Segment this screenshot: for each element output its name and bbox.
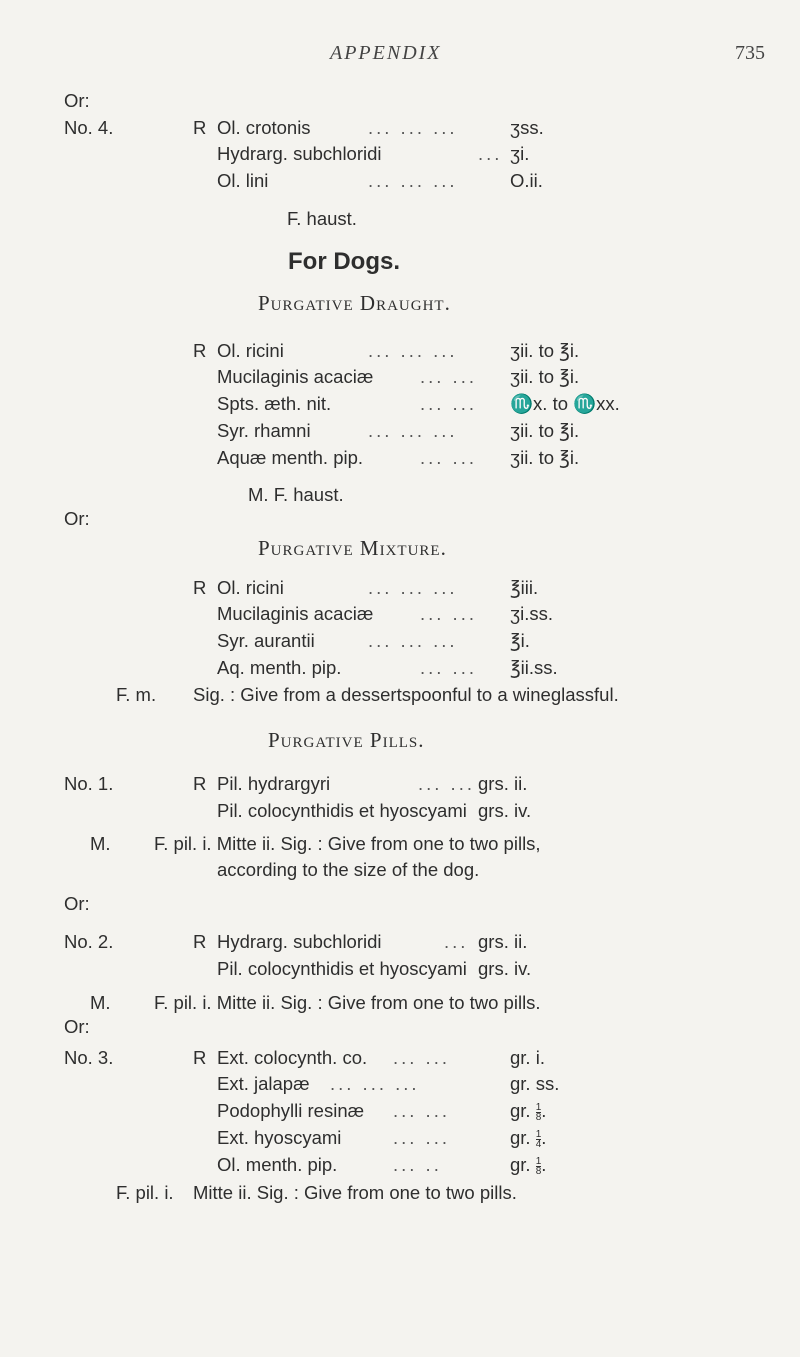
ingredient-dose: ℥iii.: [510, 577, 539, 598]
dose-fraction: [536, 1157, 542, 1176]
ingredient-name: Ext. colocynth. co.: [217, 1047, 368, 1068]
instruction: F. pil. i. Mitte ii. Sig. : Give from one to two pills,: [154, 833, 541, 854]
leader-dots: ... ... ...: [368, 340, 458, 361]
leader-dots: ... ...: [420, 393, 477, 414]
dose-fraction: [536, 1103, 542, 1122]
ingredient-dose: ʒi.ss.: [510, 603, 553, 624]
recipe-symbol: R: [193, 577, 207, 598]
leader-dots: ... ...: [420, 447, 477, 468]
ingredient-name: Mucilaginis acaciæ: [217, 603, 374, 624]
ingredient-name: Spts. æth. nit.: [217, 393, 332, 414]
dose-unit: gr.: [510, 1154, 531, 1175]
subsection-heading: Purgative Mixture.: [258, 536, 447, 560]
recipe-symbol: R: [193, 931, 207, 952]
instruction-label: M.: [90, 833, 111, 854]
ingredient-name: Pil. colocynthidis et hyoscyami: [217, 958, 467, 979]
fraction-denominator: 4: [535, 1138, 542, 1150]
ingredient-dose: gr. $\frac{1}{8}$ .: [510, 1154, 547, 1177]
instruction-label: M.: [90, 992, 111, 1013]
recipe-symbol: R: [193, 117, 207, 138]
ingredient-dose: gr. $\frac{1}{8}$ .: [510, 1100, 547, 1123]
ingredient-dose: ℥ii.ss.: [510, 657, 558, 678]
recipe-symbol: R: [193, 1047, 207, 1068]
instruction-label: F. m.: [116, 684, 157, 705]
instruction: F. haust.: [287, 208, 357, 229]
ingredient-dose: grs. iv.: [478, 958, 532, 979]
ingredient-name: Pil. colocynthidis et hyoscyami: [217, 800, 467, 821]
fraction-denominator: 8: [535, 1165, 542, 1177]
recipe-symbol: R: [193, 340, 207, 361]
ingredient-dose: O.ii.: [510, 170, 543, 191]
running-header: APPENDIX: [330, 42, 442, 64]
ingredient-name: Aquæ menth. pip.: [217, 447, 364, 468]
subsection-heading: Purgative Pills.: [268, 728, 425, 752]
section-number: No. 4.: [64, 117, 114, 138]
leader-dots: ... ...: [393, 1100, 450, 1121]
ingredient-dose: gr. i.: [510, 1047, 545, 1068]
leader-dots: ... ..: [393, 1154, 442, 1175]
recipe-symbol: R: [193, 773, 207, 794]
leader-dots: ... ...: [418, 773, 475, 794]
instruction: M. F. haust.: [248, 484, 344, 505]
ingredient-name: Podophylli resinæ: [217, 1100, 365, 1121]
dose-unit: gr.: [510, 1127, 531, 1148]
subsection-heading: Purgative Draught.: [258, 291, 451, 315]
instruction: Sig. : Give from a dessertspoonful to a wineglassful.: [193, 684, 619, 705]
ingredient-dose: ℥i.: [510, 630, 530, 651]
ingredient-dose: grs. ii.: [478, 931, 528, 952]
ingredient-dose: ʒss.: [510, 117, 544, 138]
section-number: No. 2.: [64, 931, 114, 952]
instruction: according to the size of the dog.: [217, 859, 480, 880]
ingredient-dose: grs. ii.: [478, 773, 528, 794]
leader-dots: ... ... ...: [368, 577, 458, 598]
ingredient-dose: ♏x. to ♏xx.: [510, 393, 620, 414]
ingredient-name: Ol. ricini: [217, 577, 284, 598]
ingredient-name: Ol. menth. pip.: [217, 1154, 338, 1175]
ingredient-name: Ol. crotonis: [217, 117, 311, 138]
ingredient-name: Hydrarg. subchloridi: [217, 931, 382, 952]
fraction-numerator: 1: [535, 1155, 542, 1167]
leader-dots: ... ...: [393, 1047, 450, 1068]
ingredient-name: Ol. lini: [217, 170, 269, 191]
ingredient-name: Syr. rhamni: [217, 420, 311, 441]
dose-fraction: [536, 1130, 542, 1149]
section-heading: For Dogs.: [288, 248, 400, 275]
ingredient-name: Ext. jalapæ: [217, 1073, 310, 1094]
ingredient-dose: ʒii. to ℥i.: [510, 447, 580, 468]
page-number: 735: [735, 42, 765, 64]
dose-unit: gr.: [510, 1100, 531, 1121]
ingredient-name: Pil. hydrargyri: [217, 773, 331, 794]
leader-dots: ... ... ...: [368, 630, 458, 651]
or-label: Or:: [64, 893, 90, 914]
fraction-numerator: 1: [535, 1101, 542, 1113]
ingredient-dose: grs. iv.: [478, 800, 532, 821]
leader-dots: ... ... ...: [368, 117, 458, 138]
or-label: Or:: [64, 508, 90, 529]
ingredient-dose: ʒii. to ℥i.: [510, 420, 580, 441]
section-number: No. 3.: [64, 1047, 114, 1068]
ingredient-dose: ʒii. to ℥i.: [510, 366, 580, 387]
leader-dots: ... ...: [393, 1127, 450, 1148]
ingredient-name: Ext. hyoscyami: [217, 1127, 342, 1148]
leader-dots: ... ...: [420, 657, 477, 678]
leader-dots: ... ...: [420, 366, 477, 387]
ingredient-name: Hydrarg. subchloridi: [217, 143, 382, 164]
leader-dots: ... ... ...: [368, 420, 458, 441]
leader-dots: ... ... ...: [368, 170, 458, 191]
ingredient-dose: gr. ss.: [510, 1073, 560, 1094]
leader-dots: ... ...: [420, 603, 477, 624]
or-label: Or:: [64, 90, 90, 111]
ingredient-dose: ʒi.: [510, 143, 530, 164]
ingredient-name: Syr. aurantii: [217, 630, 315, 651]
leader-dots: ...: [478, 143, 503, 164]
ingredient-name: Mucilaginis acaciæ: [217, 366, 374, 387]
section-number: No. 1.: [64, 773, 114, 794]
leader-dots: ... ... ...: [330, 1073, 420, 1094]
ingredient-dose: ʒii. to ℥i.: [510, 340, 580, 361]
ingredient-dose: gr. $\frac{1}{4}$ .: [510, 1127, 547, 1150]
instruction: Mitte ii. Sig. : Give from one to two pills.: [193, 1182, 517, 1203]
ingredient-name: Aq. menth. pip.: [217, 657, 342, 678]
fraction-numerator: 1: [535, 1128, 542, 1140]
fraction-denominator: 8: [535, 1111, 542, 1123]
ingredient-name: Ol. ricini: [217, 340, 284, 361]
leader-dots: ...: [444, 931, 469, 952]
instruction: F. pil. i. Mitte ii. Sig. : Give from one to two pills.: [154, 992, 541, 1013]
or-label: Or:: [64, 1016, 90, 1037]
instruction-label: F. pil. i.: [116, 1182, 174, 1203]
